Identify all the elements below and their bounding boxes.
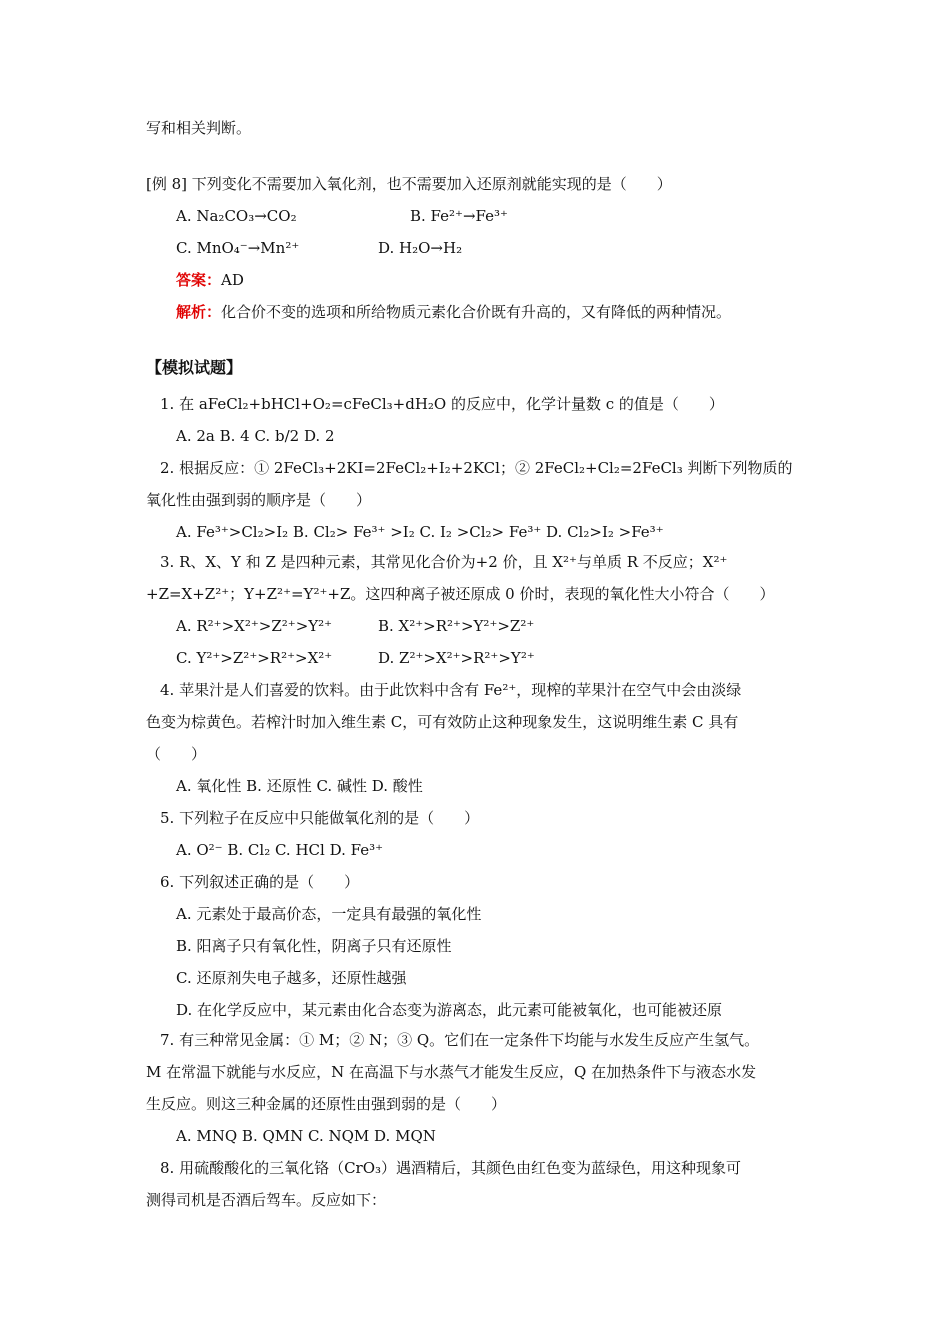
example8-option-a: A. Na₂CO₃→CO₂ <box>176 207 297 225</box>
q2-options: A. Fe³⁺>Cl₂>I₂ B. Cl₂> Fe³⁺ >I₂ C. I₂ >Cl₂> Fe³⁺ D. Cl₂>I₂ >Fe³⁺ <box>176 523 664 541</box>
answer-label: 答案： <box>176 271 222 289</box>
q7-options: A. MNQ B. QMN C. NQM D. MQN <box>176 1127 436 1145</box>
q6-option-a: A. 元素处于最高价态，一定具有最强的氧化性 <box>176 905 482 923</box>
analysis-text: 化合价不变的选项和所给物质元素化合价既有升高的，又有降低的两种情况。 <box>221 303 732 321</box>
q6-option-d: D. 在化学反应中，某元素由化合态变为游离态，此元素可能被氧化，也可能被还原 <box>176 1001 723 1019</box>
q8-stem-cont: 测得司机是否酒后驾车。反应如下： <box>146 1191 387 1209</box>
q7-stem: 7. 有三种常见金属：① M；② N；③ Q。它们在一定条件下均能与水发生反应产生氢气。 <box>160 1031 760 1049</box>
q3-option-a: A. R²⁺>X²⁺>Z²⁺>Y²⁺ <box>176 617 333 635</box>
example8-stem: [例 8] 下列变化不需要加入氧化剂，也不需要加入还原剂就能实现的是（ ） <box>146 175 672 193</box>
q4-stem: 4. 苹果汁是人们喜爱的饮料。由于此饮料中含有 Fe²⁺，现榨的苹果汁在空气中会由淡绿 <box>160 681 742 699</box>
q4-stem-cont: 色变为棕黄色。若榨汁时加入维生素 C，可有效防止这种现象发生，这说明维生素 C 具有 <box>146 713 739 731</box>
q6-option-b: B. 阳离子只有氧化性，阴离子只有还原性 <box>176 937 452 955</box>
example8-answer <box>176 270 244 290</box>
q7-stem-cont: M 在常温下就能与水反应，N 在高温下与水蒸气才能发生反应，Q 在加热条件下与液态水发 <box>146 1063 757 1081</box>
q4-options: A. 氧化性 B. 还原性 C. 碱性 D. 酸性 <box>176 777 423 795</box>
q5-options: A. O²⁻ B. Cl₂ C. HCl D. Fe³⁺ <box>176 841 384 859</box>
q2-stem-cont: 氧化性由强到弱的顺序是（ ） <box>146 491 372 509</box>
example8-option-d: D. H₂O→H₂ <box>378 239 463 257</box>
intro-tail: 写和相关判断。 <box>146 119 252 137</box>
example8-option-c: C. MnO₄⁻→Mn²⁺ <box>176 239 300 257</box>
analysis-label: 解析： <box>176 303 222 321</box>
q1-options: A. 2a B. 4 C. b/2 D. 2 <box>176 427 335 445</box>
q3-stem: 3. R、X、Y 和 Z 是四种元素，其常见化合价为+2 价，且 X²⁺与单质 R 不反应；X²⁺ <box>160 553 728 571</box>
answer-value: AD <box>221 271 244 289</box>
q3-option-c: C. Y²⁺>Z²⁺>R²⁺>X²⁺ <box>176 649 333 667</box>
q3-stem-cont: +Z=X+Z²⁺；Y+Z²⁺=Y²⁺+Z。这四种离子被还原成 0 价时，表现的氧化性大小符合（ ） <box>146 585 775 603</box>
q3-option-b: B. X²⁺>R²⁺>Y²⁺>Z²⁺ <box>378 617 535 635</box>
q6-option-c: C. 还原剂失电子越多，还原性越强 <box>176 969 407 987</box>
section-title: 【模拟试题】 <box>146 358 243 377</box>
q1-stem: 1. 在 aFeCl₂+bHCl+O₂=cFeCl₃+dH₂O 的反应中，化学计量数 c 的值是（ ） <box>160 395 724 413</box>
q3-option-d: D. Z²⁺>X²⁺>R²⁺>Y²⁺ <box>378 649 535 667</box>
q2-stem: 2. 根据反应：① 2FeCl₃+2KI=2FeCl₂+I₂+2KCl；② 2FeCl₂+Cl₂=2FeCl₃ 判断下列物质的 <box>160 459 793 477</box>
example8-analysis <box>176 302 731 322</box>
q4-stem-paren: （ ） <box>146 745 207 763</box>
q7-stem-cont2: 生反应。则这三种金属的还原性由强到弱的是（ ） <box>146 1095 507 1113</box>
q5-stem: 5. 下列粒子在反应中只能做氧化剂的是（ ） <box>160 809 480 827</box>
example8-option-b: B. Fe²⁺→Fe³⁺ <box>410 207 508 225</box>
q8-stem: 8. 用硫酸酸化的三氧化铬（CrO₃）遇酒精后，其颜色由红色变为蓝绿色，用这种现象可 <box>160 1159 742 1177</box>
q6-stem: 6. 下列叙述正确的是（ ） <box>160 873 360 891</box>
